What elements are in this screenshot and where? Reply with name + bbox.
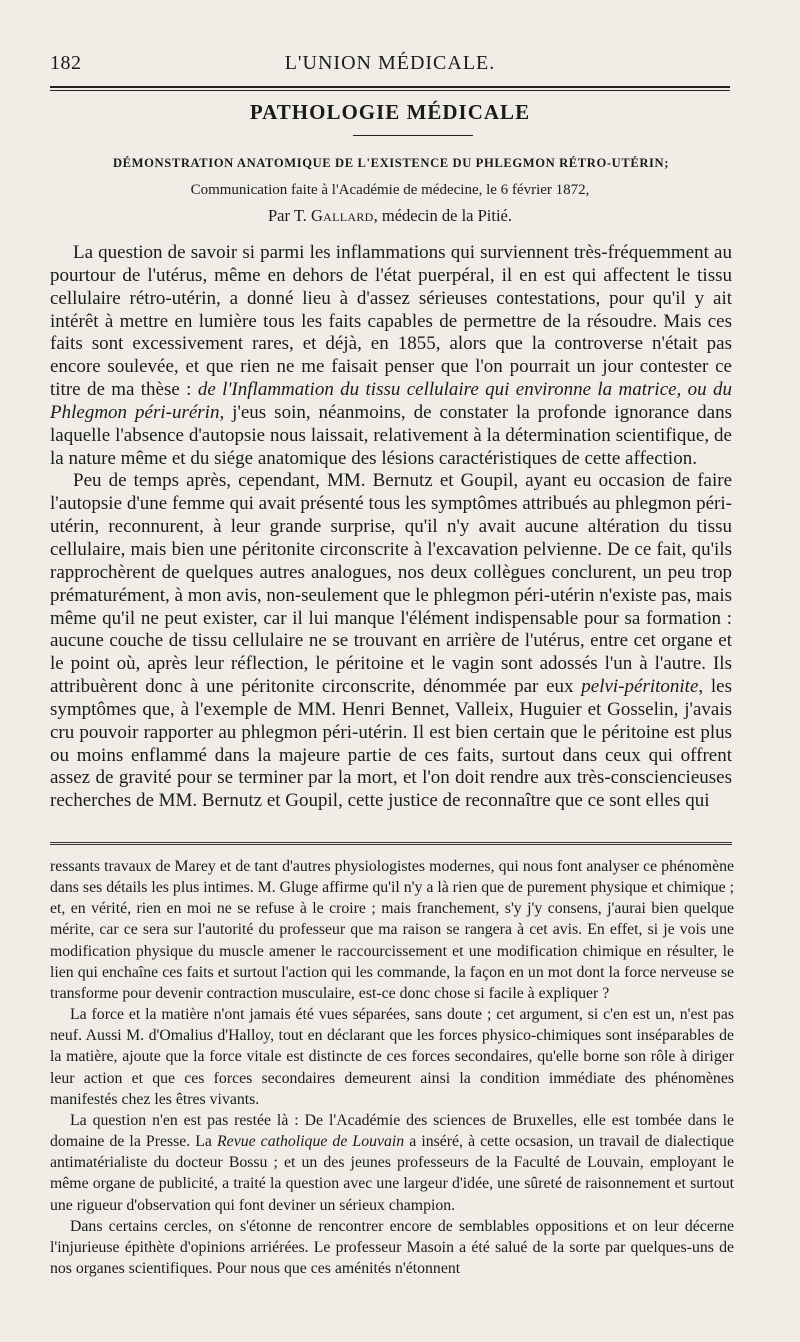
journal-title: L'UNION MÉDICALE. (284, 52, 496, 74)
footnote-rule (50, 842, 732, 845)
body-paragraph-2 (50, 470, 732, 813)
page-number: 182 (50, 52, 82, 74)
section-title: PATHOLOGIE MÉDICALE (249, 100, 531, 124)
footnote-paragraph-4: Dans certains cercles, on s'étonne de rencontrer encore de semblables oppositions et on leur décerne l'injurieuse épithète d'opinions arriérées. Le professeur Masoin a été salué de la sorte par quelques-uns de nos organes scientifiques. Pour nous que ces aménités n'étonnent (50, 1217, 734, 1277)
pelvi-peritonite-term: pelvi-péritonite (581, 676, 699, 698)
article-title: DÉMONSTRATION ANATOMIQUE DE L'EXISTENCE DU PHLEGMON RÉTRO-UTÉRIN; (112, 156, 670, 170)
body-p1-text-b: j'eus soin, néanmoins, de constater la profonde ignorance dans laquelle l'absence d'autopsie nous laissait, relativement à la détermination scientifique, de la nature même et du siége anatomique des lésions caractéristiques de cette affection. (50, 401, 732, 469)
body-p1-text-a: La question de savoir si parmi les inflammations qui surviennent très-fréquemment au pourtour de l'utérus, même en dehors de l'état puerpéral, il en est qui affectent le tissu cellulaire rétro-utérin, a donné lieu à d'assez sérieuses contestations, pour qu'il y ait intérêt à mettre en lumière tous les faits capables de permettre de la résoudre. Mais ces faits sont excessivement rares, et déjà, en 1855, alors que la controverse n'était pas encore soulevée, et que rien ne me faisait penser que l'on pourrait un jour contester ce titre de ma thèse : (50, 242, 732, 401)
author-affiliation: , médecin de la Pitié. (373, 206, 512, 225)
thesis-title: de l'Inflammation du tissu cellulaire qui environne la matrice, ou du Phlegmon péri-urérin, (50, 379, 733, 423)
running-head (50, 52, 730, 78)
body-paragraph-1 (50, 242, 732, 470)
footnote-p3-text-a: La question n'en est pas restée là : De l'Académie des sciences de Bruxelles, elle est tombée dans le domaine de la Presse. La (50, 1111, 734, 1151)
revue-title: Revue catholique de Louvain (217, 1133, 405, 1151)
body-p2-text-a: Peu de temps après, cependant, MM. Bernutz et Goupil, ayant eu occasion de faire l'autopsie d'une femme qui avait présenté tous les symptômes attribués au phlegmon péri-utérin, reconnurent, à leur grande surprise, qu'il n'y avait aucune altération du tissu cellulaire, mais bien une péritonite circonscrite à l'excavation pelvienne. De ce fait, qu'ils rapprochèrent de quelques autres analogues, nos deux collègues conclurent, un peu trop prématurément, à mon avis, non-seulement que le phlegmon péri-utérin n'existe pas, mais même qu'il ne peut exister, car il lui manque l'élément indispensable pour sa formation : aucune couche de tissu cellulaire ne se trouvant en arrière de l'utérus, entre cet organe et le point où, après leur réflection, le péritoine et le vagin sont adossés l'un à l'autre. Ils attribuèrent donc à une péritonite circonscrite, dénommée par eux (50, 470, 732, 698)
header-rule (50, 86, 730, 91)
footnote-p3-text-b: a inséré, à cette ocsasion, un travail de dialectique antimatérialiste du docteur Bossu ; et un des jeunes professeurs de la Faculté de Louvain, employant le même organe de publicité, a traité la question avec une largeur d'idée, une sûreté de raisonnement et surtout une rigueur d'observation qui font deviner un sérieux champion. (50, 1133, 734, 1214)
section-title-rule (353, 135, 473, 136)
footnote-paragraph-1: ressants travaux de Marey et de tant d'autres physiologistes modernes, qui nous font analyser ce phénomène dans ses détails les plus intimes. M. Gluge affirme qu'il n'y a là rien que de purement physique et chimique ; et, en vérité, rien en moi ne se refuse à le croire ; mais franchement, s'y j'y consens, j'aurai bien quelque mérite, car ce sera sur l'autorité du professeur que ma raison se rangera à cet avis. En effet, si je vois une modification physique du muscle amener le raccourcissement et une modification chimique en résulter, le lien qui enchaîne ces faits et surtout l'action qui les commande, la façon en un mot dont la force nerveuse se transforme pour devenir contraction musculaire, est-ce donc chose si facile à expliquer ? (50, 858, 734, 1002)
footnotes (50, 856, 734, 1279)
author-prefix: Par T. (268, 206, 307, 225)
footnote-paragraph-3 (50, 1110, 734, 1216)
article-body (50, 242, 732, 813)
footnote-paragraph-2: La force et la matière n'ont jamais été vues séparées, sans doute ; cet argument, si c'en est un, n'est pas neuf. Aussi M. d'Omalius d'Halloy, tout en déclarant que les forces physico-chimiques sont inséparables de la matière, ajoute que la force vitale est distincte de ces forces secondaires, qu'elle borne son rôle à diriger leur action et que ces forces secondaires demeurent ainsi la condition immédiate des phénomènes manifestés chez les êtres vivants. (50, 1006, 734, 1108)
communication-line: Communication faite à l'Académie de médecine, le 6 février 1872, (190, 182, 590, 198)
author-name: Gallard (310, 206, 374, 225)
body-p2-text-b: , les symptômes que, à l'exemple de MM. Henri Bennet, Valleix, Huguier et Gosselin, j'avais cru pouvoir rapporter au phlegmon péri-utérin. Il est bien certain que le péritoine est plus ou moins enflammé dans la majeure partie de ces faits, surtout dans ceux qui offrent assez de gravité pour se terminer par la mort, et l'on doit rendre aux très-consciencieuses recherches de MM. Bernutz et Goupil, cette justice de reconnaître que ce sont elles qui (50, 676, 733, 812)
author-line (50, 206, 730, 226)
